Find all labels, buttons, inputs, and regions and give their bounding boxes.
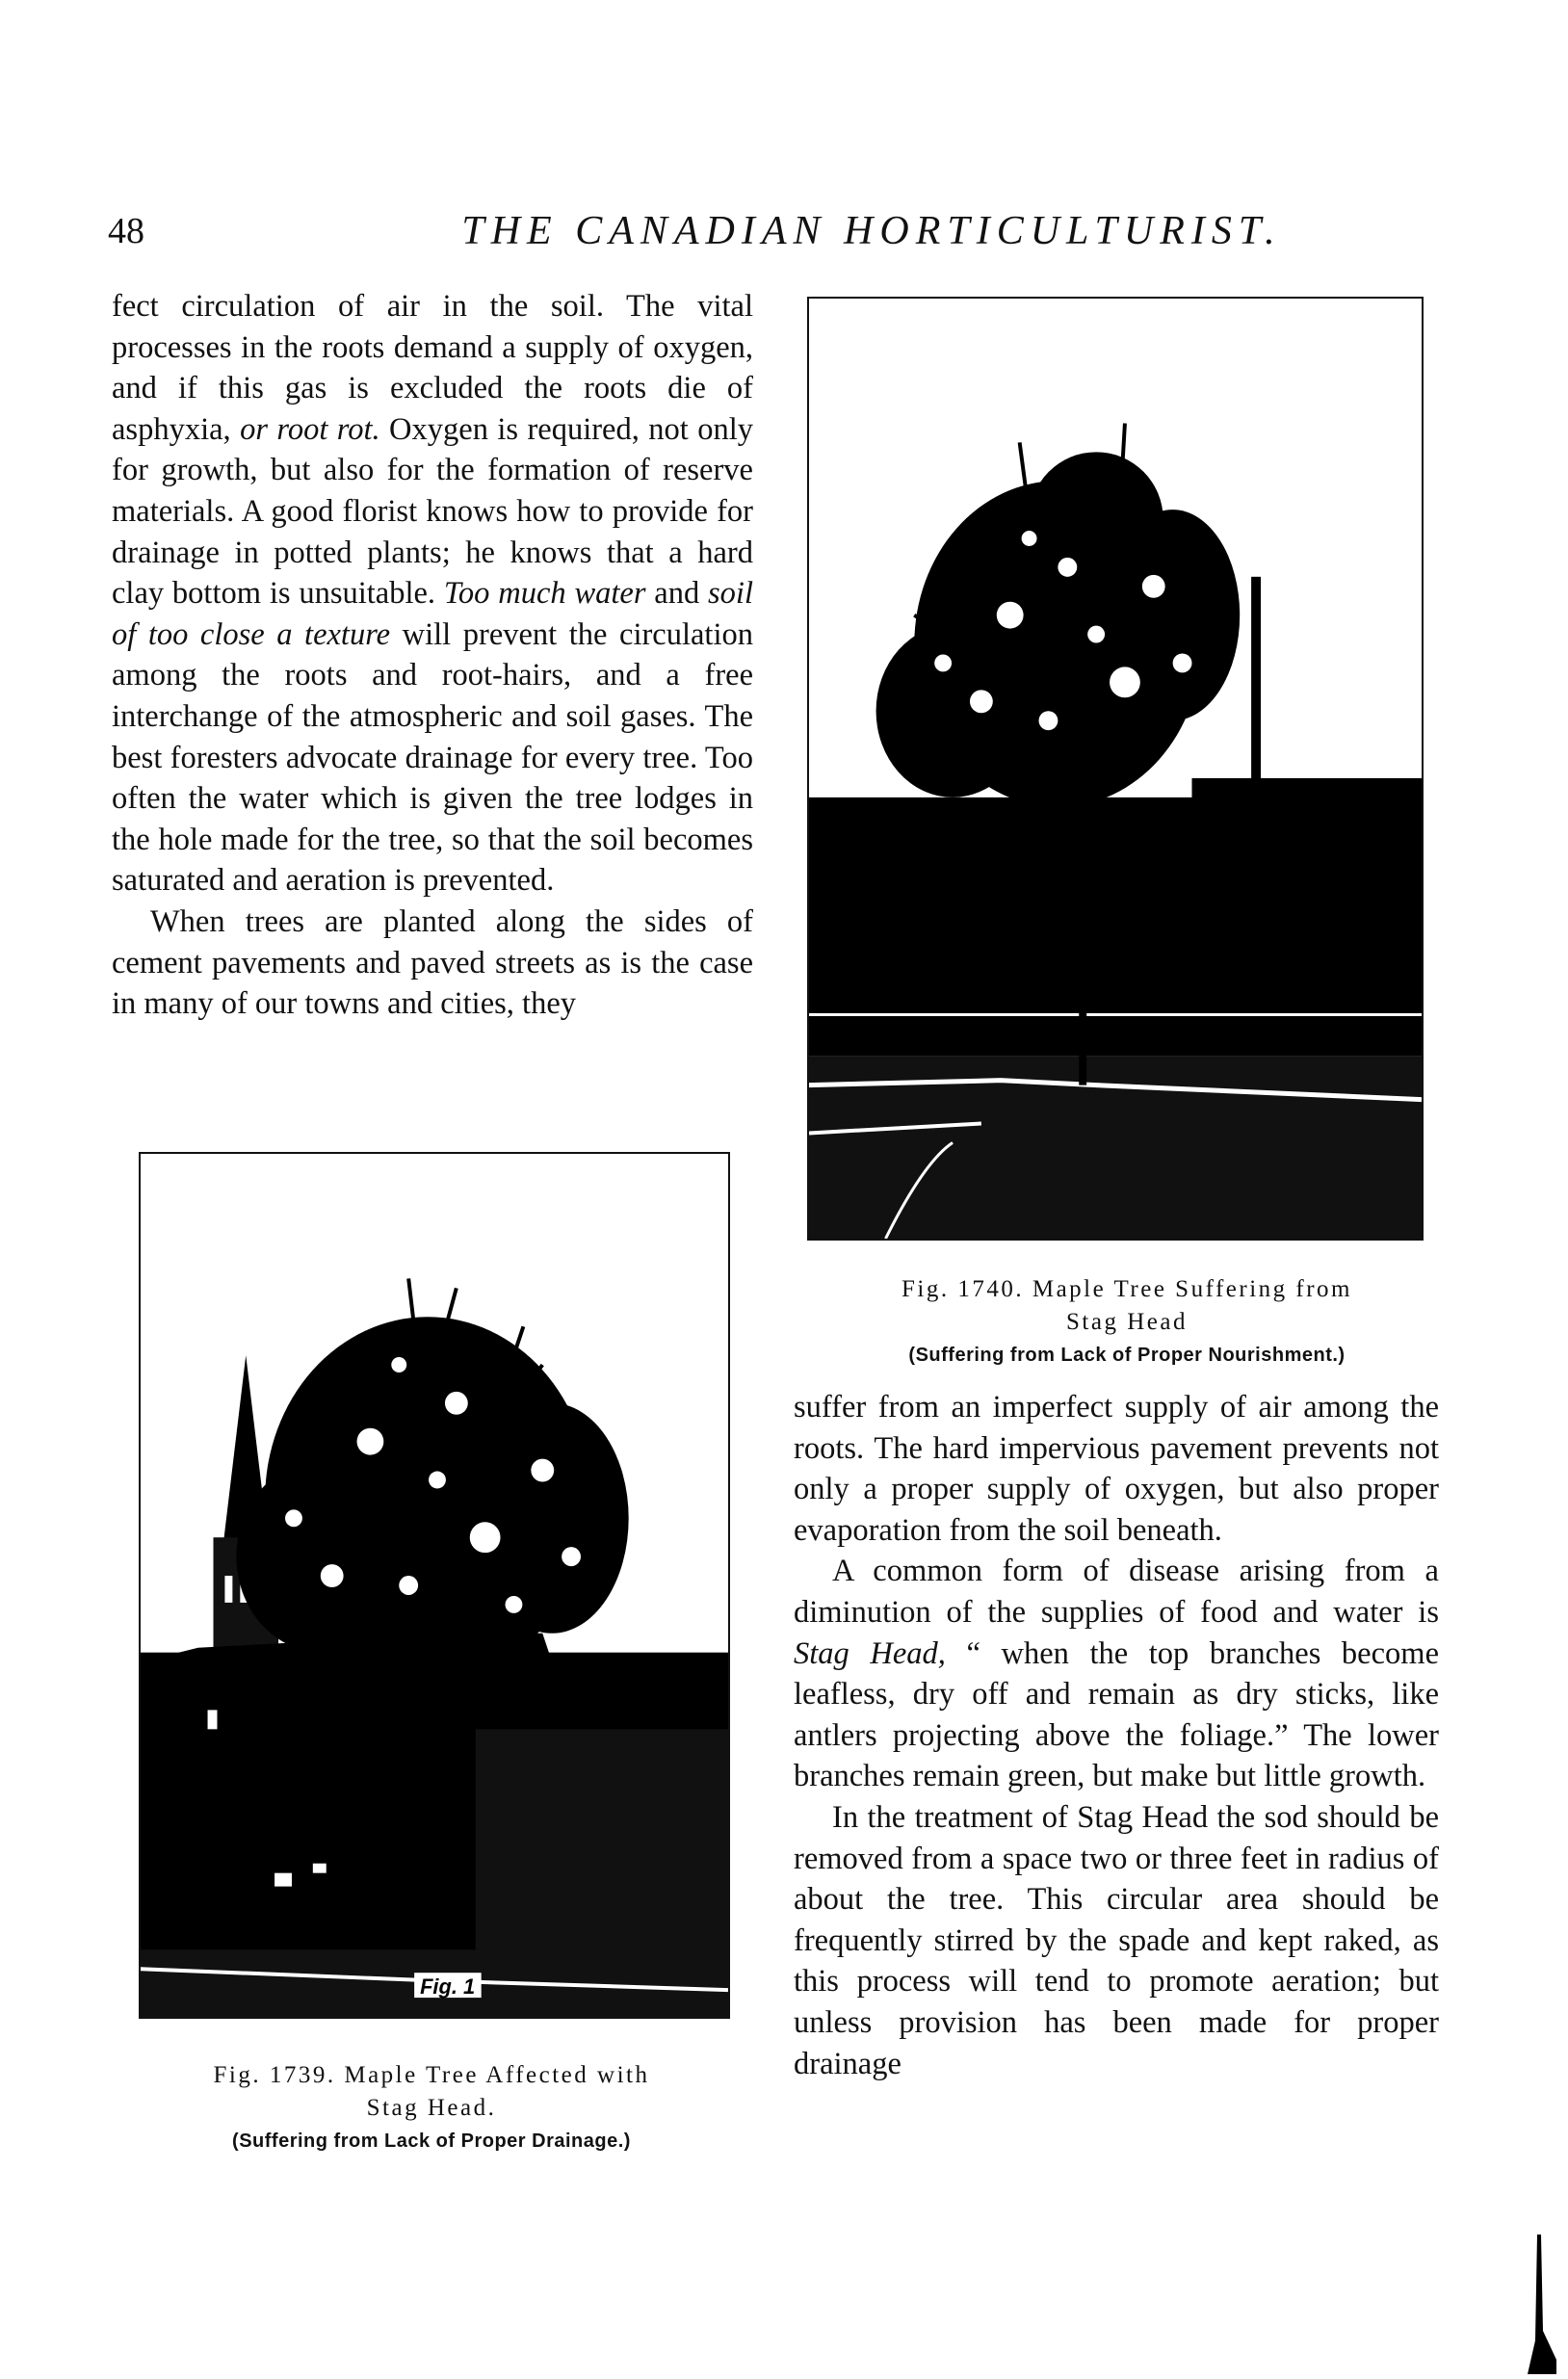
page-number: 48 xyxy=(108,211,144,251)
scan-edge-mark xyxy=(1499,2235,1556,2374)
paragraph-left-2: When trees are planted along the sides of cement pavements and paved streets as is the case in many of our towns and cities, they xyxy=(112,903,753,1022)
figure-1739-caption-subtitle: Stag Head. xyxy=(366,2095,497,2121)
figure-1740-caption-subtitle: Stag Head xyxy=(1066,1309,1188,1335)
figure-1739-photo-label: Fig. 1 xyxy=(420,1974,476,2000)
right-column-text xyxy=(794,1387,1439,2084)
left-column-text xyxy=(112,286,753,1025)
figure-1740-caption-note: (Suffering from Lack of Proper Nourishment.) xyxy=(908,1345,1346,1366)
paragraph-right-1: suffer from an imperfect supply of air among the roots. The hard impervious pavement prevents not only a proper supply of oxygen, but also proper evaporation from the soil beneath. xyxy=(794,1390,1439,1548)
figure-1740-photo xyxy=(807,297,1424,1241)
figure-1739-caption-title: Fig. 1739. Maple Tree Affected with xyxy=(213,2062,650,2088)
figure-1739-caption-note: (Suffering from Lack of Proper Drainage.) xyxy=(232,2131,631,2152)
paragraph-right-2: A common form of disease arising from a diminution of the supplies of food and water is Stag Head, “ when the top branches become leafless, dry off and remain as dry sticks, like antlers projecting above the foliage.” The lower branches remain green, but make but little growth. xyxy=(794,1554,1439,1794)
figure-1739-photo xyxy=(139,1152,730,2019)
running-title: THE CANADIAN HORTICULTURIST. xyxy=(461,209,1282,253)
figure-1740-caption xyxy=(809,1273,1445,1372)
figure-1740-caption-title: Fig. 1740. Maple Tree Suffering from xyxy=(902,1276,1352,1302)
paragraph-left-1: fect circulation of air in the soil. The vital processes in the roots demand a supply of oxygen, and if this gas is excluded the roots die of asphyxia, or root rot. Oxygen is required, not only for growth, but also for the formation of reserve materials. A good florist knows how to provide for drainage in potted plants; he knows that a hard clay bottom is unsuitable. Too much water and soil of too close a texture will prevent the circulation among the roots and root-hairs, and a free interchange of the atmospheric and soil gases. The best foresters advocate drainage for every tree. Too often the water which is given the tree lodges in the hole made for the tree, so that the soil becomes saturated and aeration is prevented. xyxy=(112,289,754,899)
figure-1739-caption xyxy=(114,2059,749,2157)
paragraph-right-3: In the treatment of Stag Head the sod should be removed from a space two or three feet in radius of about the tree. This circular area should be frequently stirred by the spade and kept raked, as this process will tend to promote aeration; but unless provision has been made for proper drainage xyxy=(794,1799,1439,2081)
